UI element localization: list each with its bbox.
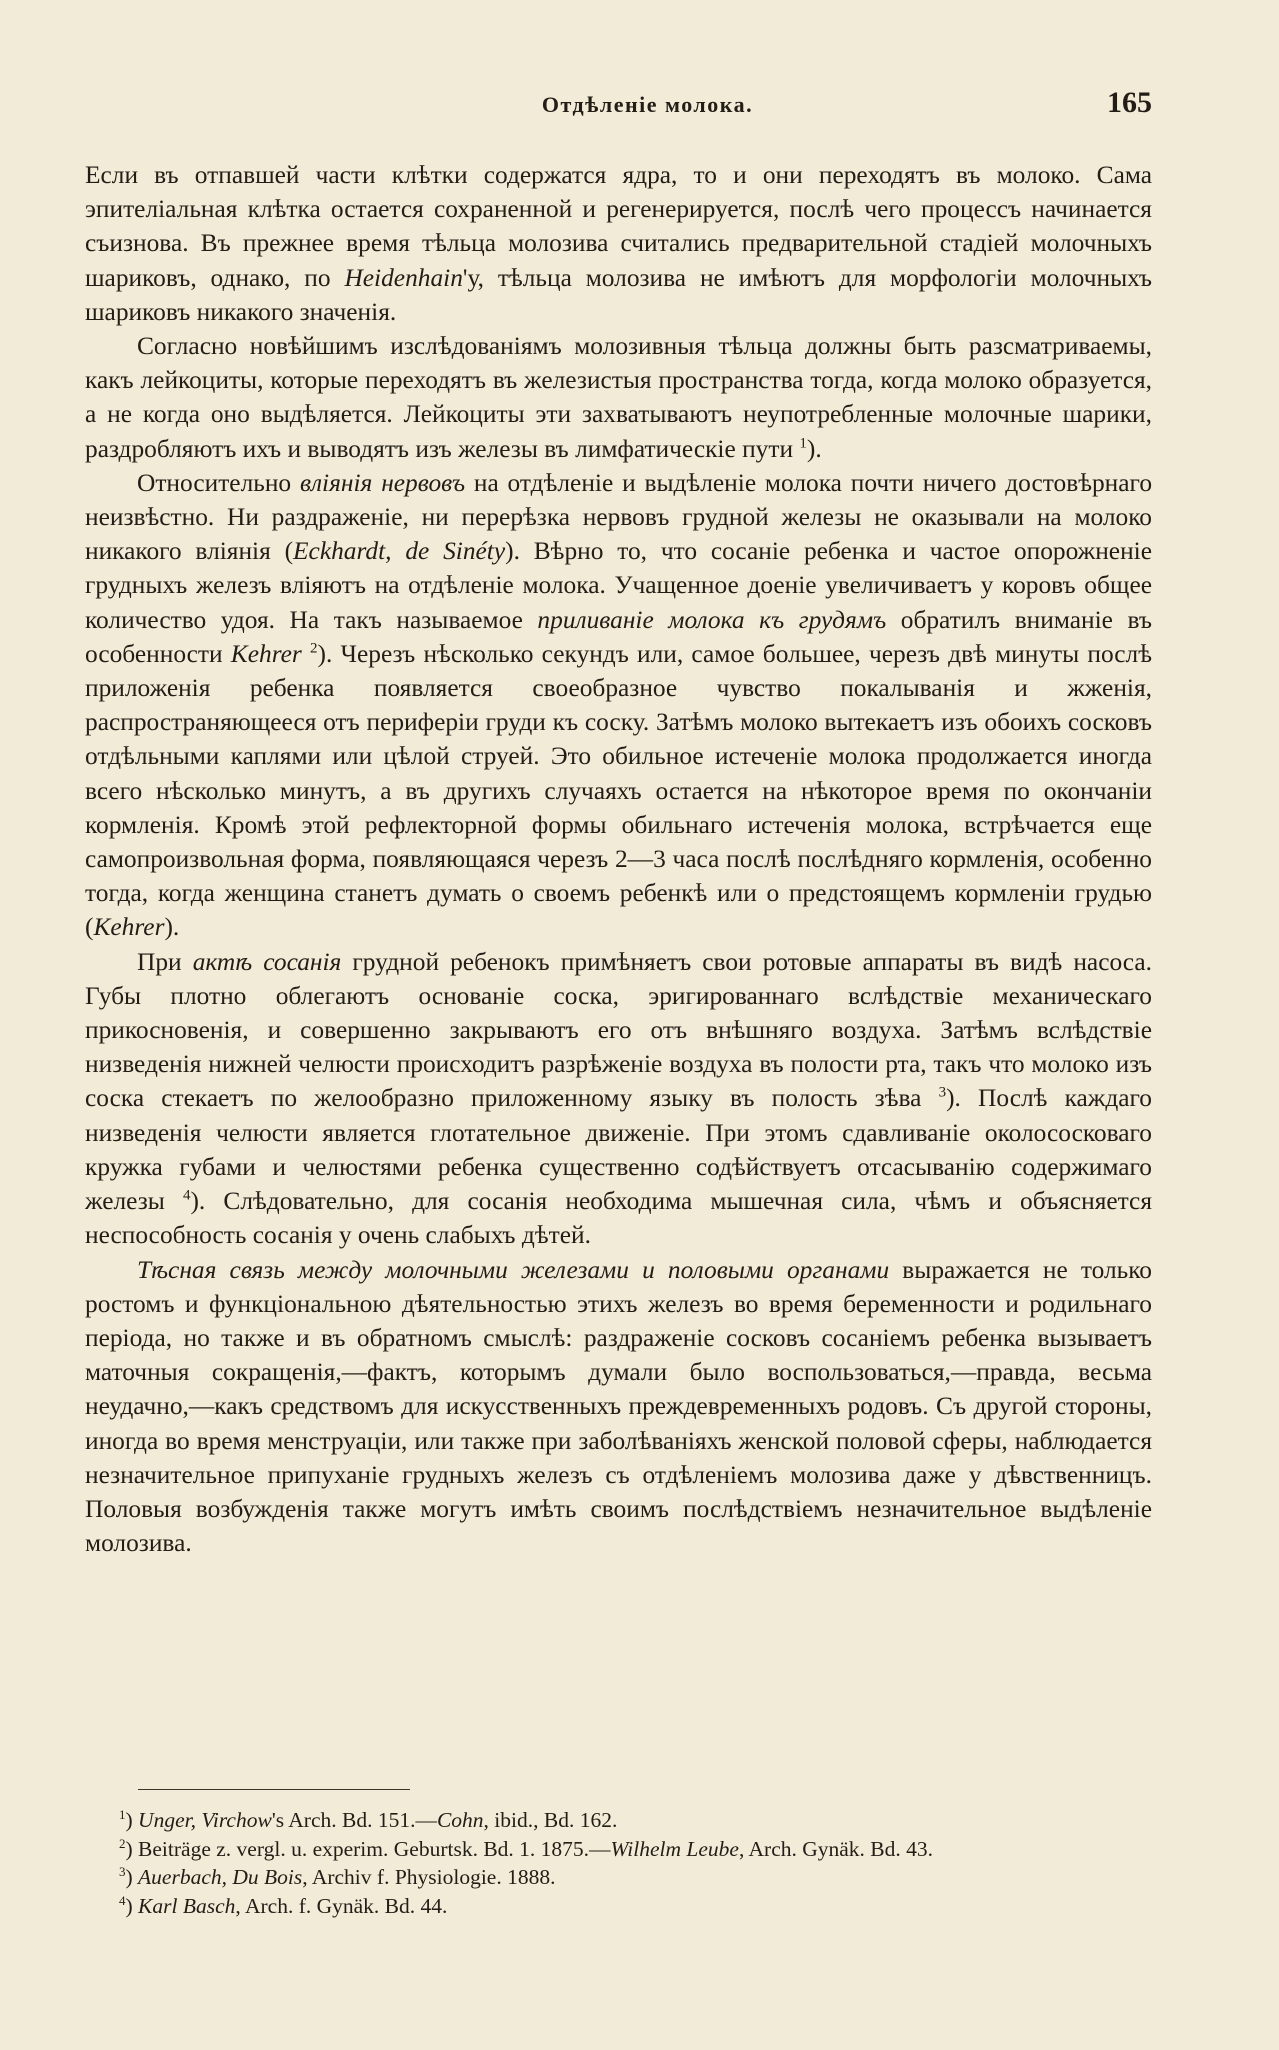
emphasis-text: Unger, Virchow	[138, 1808, 272, 1832]
emphasis-text: Kehrer	[230, 639, 302, 668]
emphasis-text: вліянія нервовъ	[299, 468, 466, 497]
text-run: ). Слѣдовательно, для сосанія необходима мышечная сила, чѣмъ и объясняется неспособность сосанія у очень слабыхъ дѣтей.	[85, 1187, 1152, 1250]
footnote-marker: 3	[119, 1863, 126, 1879]
footnote	[85, 1892, 1152, 1921]
emphasis-text: Auerbach, Du Bois	[138, 1865, 303, 1889]
text-run: , Arch. f. Gynäk. Bd. 44.	[235, 1893, 448, 1918]
body-text	[85, 158, 1152, 1560]
text-run: выражается не только ростомъ и функціональною дѣятельностью этихъ железъ во время беременности и родильнаго періода, но также и въ обратномъ смыслѣ: раздраженіе сосковъ сосаніемъ ребенка вызываетъ маточныя сокращенія,—фактъ, которымъ думали было воспользоваться,—правда, весьма неудачно,—какъ средствомъ для искусственныхъ преждевременныхъ родовъ. Съ другой стороны, иногда во время менструаціи, или также при заболѣваніяхъ женской половой сферы, наблюдается незначительное припуханіе грудныхъ железъ съ отдѣленіемъ молозива даже у дѣвственницъ. Половыя возбужденія также могутъ имѣть своимъ послѣдствіемъ незначительное выдѣленіе молозива.	[85, 1255, 1152, 1558]
paragraph	[85, 466, 1152, 945]
text-run: 'у, тѣльца молозива не имѣютъ для морфологіи молочныхъ шариковъ никакого значенія.	[85, 263, 1152, 326]
emphasis-text: Karl Basch	[138, 1893, 236, 1918]
running-head	[143, 86, 1152, 122]
footnote	[85, 1835, 1152, 1864]
emphasis-text: актѣ сосанія	[192, 947, 342, 976]
text-run: ).	[164, 913, 180, 942]
footnote-marker: 3	[938, 1085, 947, 1102]
text-run: ) Beiträge z. vergl. u. experim. Geburtsk. Bd. 1. 1875.—	[125, 1836, 611, 1861]
text-run: Относительно	[137, 468, 300, 497]
text-run: При	[137, 947, 193, 976]
footnotes	[85, 1806, 1152, 1920]
footnote	[85, 1806, 1152, 1835]
running-title: Отдѣленіе молока.	[541, 92, 754, 117]
text-run: ). Вѣрно то, что сосаніе ребенка и частое опорожненіе грудныхъ железъ вліяютъ на отдѣленіе молока. Учащенное доеніе увеличиваетъ у коровъ общее количество удоя. На такъ называемое	[85, 537, 1152, 634]
text-run: ).	[806, 434, 822, 463]
footnote-marker: 1	[119, 1806, 126, 1822]
footnote-divider	[138, 1789, 410, 1790]
paragraph	[85, 1253, 1152, 1561]
page-number: 165	[1107, 86, 1152, 119]
emphasis-text: Cohn	[436, 1808, 484, 1832]
footnote-marker: 2	[119, 1835, 126, 1851]
text-run: 's Arch. Bd. 151.—	[271, 1808, 437, 1832]
text-run: )	[125, 1865, 139, 1889]
emphasis-text: Eckhardt, de Sinéty	[293, 537, 506, 566]
emphasis-text: Тѣсная связь между молочными железами и половыми органами	[137, 1255, 890, 1284]
text-run: )	[125, 1893, 139, 1918]
text-run: , Arch. Gynäk. Bd. 43.	[738, 1836, 934, 1861]
footnote	[85, 1863, 1152, 1892]
paragraph	[85, 945, 1152, 1253]
text-run: обратилъ вниманіе въ особенности	[85, 605, 1152, 668]
text-run: )	[125, 1808, 139, 1832]
emphasis-text: Kehrer	[93, 913, 165, 942]
text-run: ). Черезъ нѣсколько секундъ или, самое большее, черезъ двѣ минуты послѣ приложенія ребенка появляется своеобразное чувство покалыванія и жженія, распространяющееся отъ периферіи груди къ соску. Затѣмъ молоко вытекаетъ изъ обоихъ сосковъ отдѣльными каплями или цѣлой струей. Это обильное истеченіе молока продолжается иногда всего нѣсколько минутъ, а въ другихъ случаяхъ остается на нѣкоторое время по окончаніи кормленія. Кромѣ этой рефлекторной формы обильнаго истеченія молока, встрѣчается еще самопроизвольная форма, появляющаяся черезъ 2—3 часа послѣ послѣдняго кормленія, особенно тогда, когда женщина станетъ думать о своемъ ребенкѣ или о предстоящемъ кормленіи грудью (	[85, 639, 1152, 942]
text-run: ). Послѣ каждаго низведенія челюсти является глотательное движеніе. При этомъ сдавливаніе околососковаго кружка губами и челюстями ребенка существенно содѣйствуетъ отсасыванію содержимаго железы	[85, 1084, 1152, 1216]
text-run	[302, 640, 310, 668]
footnote-marker: 1	[799, 435, 807, 452]
text-run: , Archiv f. Physiologie. 1888.	[302, 1865, 556, 1889]
paragraph	[85, 329, 1152, 466]
text-run: Согласно новѣйшимъ изслѣдованіямъ молозивныя тѣльца должны быть разсматриваемы, какъ лейкоциты, которые переходятъ въ железистыя пространства тогда, когда молоко образуется, а не когда оно выдѣляется. Лейкоциты эти захватываютъ неупотребленные молочные шарики, раздробляютъ ихъ и выводятъ изъ железы въ лимфатическіе пути	[85, 332, 1152, 463]
footnote-marker: 2	[310, 640, 318, 657]
emphasis-text: Wilhelm Leube	[610, 1836, 739, 1861]
paragraph	[85, 158, 1152, 329]
footnote-marker: 4	[182, 1187, 191, 1204]
text-run: грудной ребенокъ примѣняетъ свои ротовые аппараты въ видѣ насоса. Губы плотно облегаютъ основаніе соска, эригированнаго вслѣдствіе механическаго прикосновенія, и совершенно закрываютъ его отъ внѣшняго воздуха. Затѣмъ вслѣдствіе низведенія нижней челюсти происходитъ разрѣженіе воздуха въ полости рта, такъ что молоко изъ соска стекаетъ по желообразно приложенному языку въ полость зѣва	[85, 947, 1152, 1113]
text-run: Если въ отпавшей части клѣтки содержатся ядра, то и они переходятъ въ молоко. Сама эпителіальная клѣтка остается сохраненной и регенерируется, послѣ чего процессъ начинается съизнова. Въ прежнее время тѣльца молозива считались предварительной стадіей молочныхъ шариковъ, однако, по	[85, 161, 1152, 292]
footnote-marker: 4	[119, 1892, 126, 1908]
emphasis-text: приливаніе молока къ грудямъ	[537, 605, 887, 634]
text-run: на отдѣленіе и выдѣленіе молока почти ничего достовѣрнаго неизвѣстно. Ни раздраженіе, ни перерѣзка нервовъ грудной железы не оказывали на молоко никакого вліянія (	[85, 468, 1153, 566]
text-run: , ibid., Bd. 162.	[483, 1808, 618, 1832]
emphasis-text: Heidenhain	[344, 263, 463, 292]
